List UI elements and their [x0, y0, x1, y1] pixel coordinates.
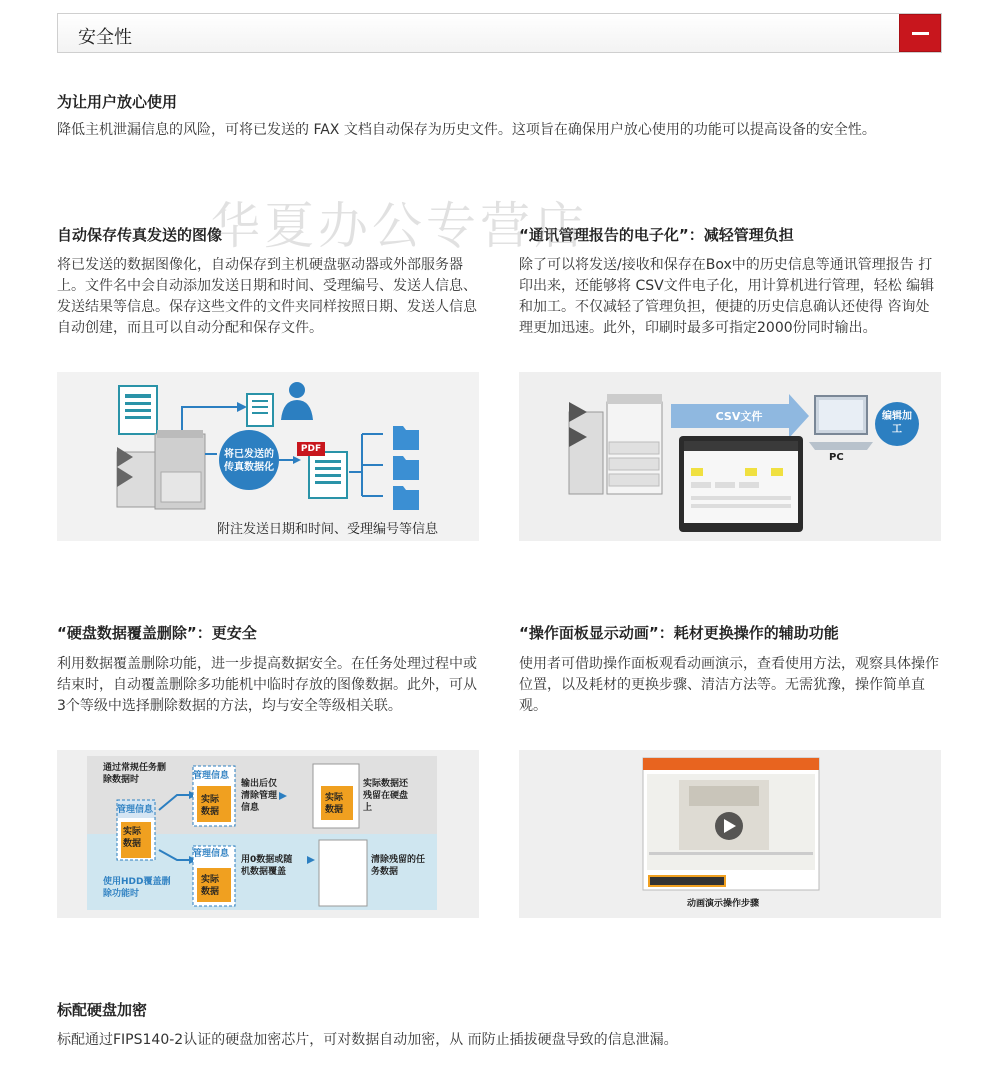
intro-text: 降低主机泄漏信息的风险，可将已发送的 FAX 文档自动保存为历史文件。这项旨在确保用户放心使用的功能可以提高设备的安全性。	[57, 122, 876, 138]
section-title: 安全性	[78, 27, 132, 48]
fig4-caption: 动画演示操作步骤	[687, 899, 760, 909]
feature2-figure	[519, 372, 941, 541]
fig3-top-mid: 输出后仅清除管理信息	[241, 779, 278, 813]
feature3-text: 利用数据覆盖删除功能，进一步提高数据安全。在任务处理过程中或结束时，自动覆盖删除多功能机中临时存放的图像数据。此外，可从 3个等级中选择删除数据的方法，均与安全等级相关联。	[57, 656, 477, 714]
fig3-mgmt-info-3: 管理信息	[193, 849, 230, 859]
csv-arrow-label: CSV文件	[715, 410, 763, 423]
feature3-heading: “硬盘数据覆盖删除”：更安全	[57, 624, 257, 642]
fig3-top-left: 通过常规任务删除数据时	[103, 763, 167, 785]
minus-icon	[912, 32, 929, 35]
feature1-text: 将已发送的数据图像化，自动保存到主机硬盘驱动器或外部服务器上。文件名中会自动添加发送日期和时间、受理编号、发送人信息、发送结果等信息。保存这些文件的文件夹同样按照日期、发送人信息自动创建，而且可以自动分配和保存文件。	[57, 257, 477, 336]
intro-heading: 为让用户放心使用	[57, 93, 178, 111]
fig3-actual-data-3: 实际数据	[325, 793, 344, 815]
fig1-circle-label: 将已发送的传真数据化	[224, 449, 274, 473]
pdf-label: PDF	[300, 444, 322, 454]
feature1-figure	[57, 372, 479, 541]
pc-label: PC	[829, 452, 844, 463]
fig3-bottom-left: 使用HDD覆盖删除功能时	[103, 877, 171, 899]
feature2-text: 除了可以将发送/接收和保存在Box中的历史信息等通讯管理报告 打印出来，还能够将 CSV文件电子化，用计算机进行管理，轻松 编辑和加工。不仅减轻了管理负担，便捷的历史信息确认还使得 咨询处理更加迅速。此外，印刷时最多可指定2000份同时输出。	[519, 257, 935, 336]
fig3-bottom-mid: 用0数据或随机数据覆盖	[241, 855, 293, 877]
section-header[interactable]	[57, 13, 942, 53]
feature4-heading: “操作面板显示动画”：耗材更换操作的辅助功能	[519, 624, 839, 642]
feature1-heading: 自动保存传真发送的图像	[57, 226, 223, 244]
feature4-figure	[519, 750, 941, 918]
fig3-mgmt-info-2: 管理信息	[193, 771, 230, 781]
fig3-top-right: 实际数据还残留在硬盘上	[363, 779, 409, 813]
feature2-heading: “通讯管理报告的电子化”：减轻管理负担	[519, 226, 794, 244]
collapse-button[interactable]	[899, 14, 941, 52]
fig3-actual-data-4: 实际数据	[201, 875, 220, 897]
fig3-actual-data-2: 实际数据	[201, 795, 220, 817]
watermark: 华夏办公专营店	[210, 197, 588, 255]
hdd-heading: 标配硬盘加密	[57, 1001, 148, 1019]
edit-circle-label: 编辑加工	[882, 411, 912, 435]
feature4-text: 使用者可借助操作面板观看动画演示，查看使用方法，观察具体操作位置，以及耗材的更换步骤、清洁方法等。无需犹豫，操作简单直观。	[519, 656, 939, 714]
fig3-actual-data-1: 实际数据	[123, 827, 142, 849]
fig3-mgmt-info-1: 管理信息	[117, 805, 154, 815]
fig3-bottom-right: 清除残留的任务数据	[371, 855, 426, 877]
feature3-figure	[57, 750, 479, 918]
fig1-caption: 附注发送日期和时间、受理编号等信息	[217, 522, 439, 537]
hdd-text: 标配通过FIPS140-2认证的硬盘加密芯片，可对数据自动加密，从 而防止插拔硬盘导致的信息泄漏。	[57, 1032, 678, 1048]
